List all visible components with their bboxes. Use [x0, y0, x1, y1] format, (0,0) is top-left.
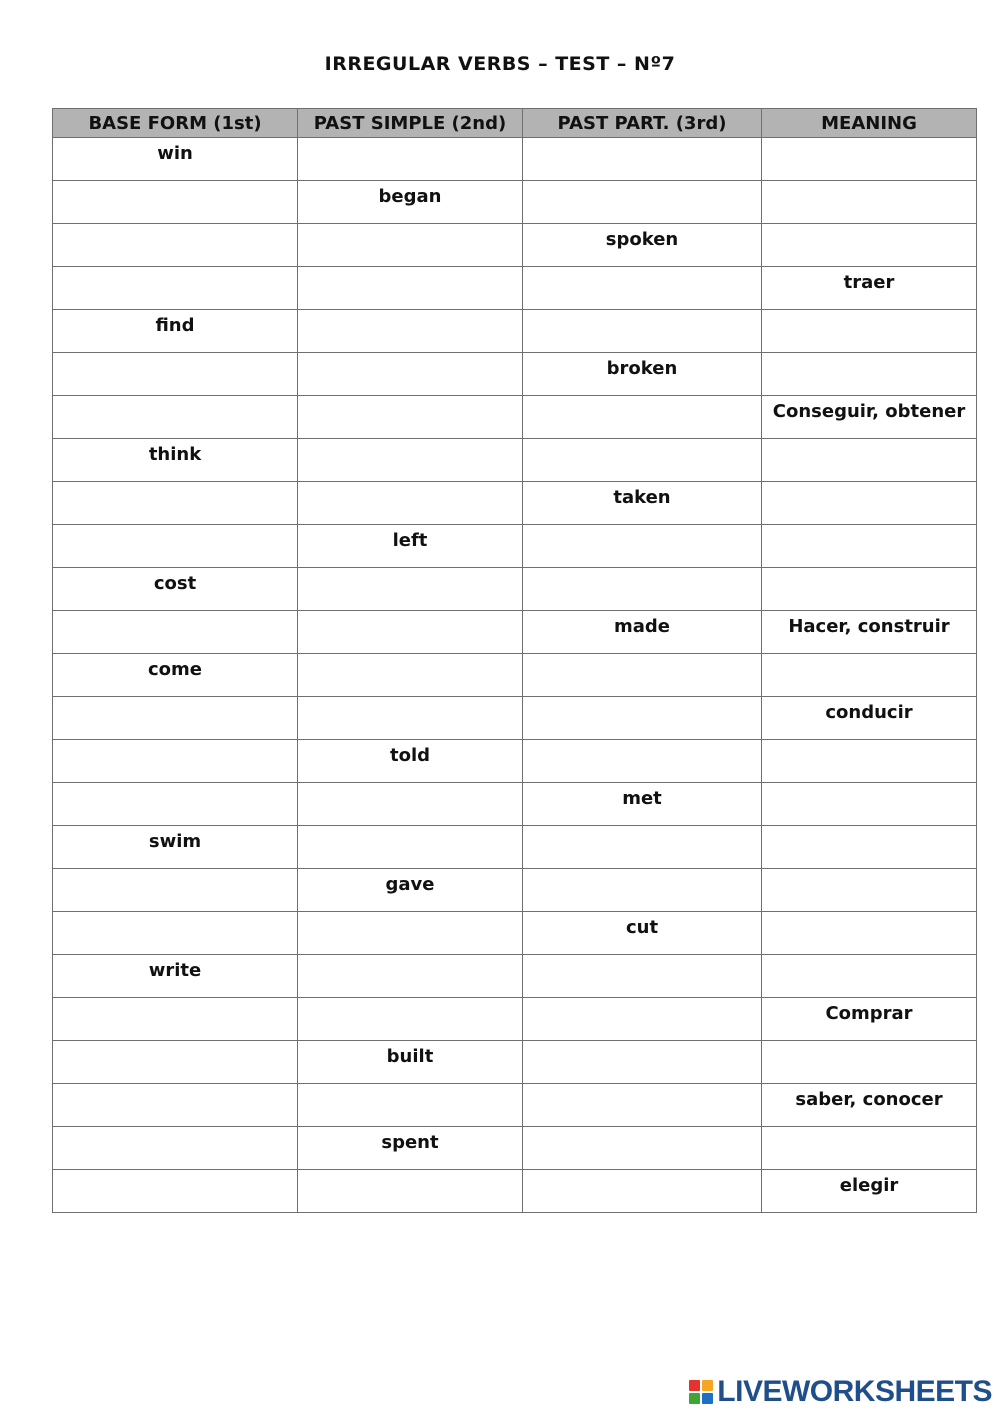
- irregular-verbs-table: [52, 108, 977, 1213]
- cell-meaning-blank[interactable]: [762, 224, 977, 267]
- table-row: [53, 138, 977, 181]
- cell-text: taken: [613, 487, 671, 508]
- cell-text: [762, 783, 976, 788]
- cell-past-participle: [523, 353, 762, 396]
- cell-meaning-blank[interactable]: [762, 138, 977, 181]
- cell-base-form-blank[interactable]: [53, 482, 298, 525]
- cell-text: [298, 224, 522, 229]
- cell-past-simple-blank[interactable]: [298, 353, 523, 396]
- cell-meaning-blank[interactable]: [762, 439, 977, 482]
- cell-text: traer: [843, 272, 895, 293]
- cell-meaning-blank[interactable]: [762, 353, 977, 396]
- cell-past-simple-blank[interactable]: [298, 267, 523, 310]
- table-row: [53, 740, 977, 783]
- cell-text: [762, 1041, 976, 1046]
- cell-text: [298, 998, 522, 1003]
- cell-text: [523, 267, 761, 272]
- table-row: [53, 654, 977, 697]
- cell-text: [298, 267, 522, 272]
- cell-text: [298, 396, 522, 401]
- table-row: [53, 1041, 977, 1084]
- cell-past-simple-blank[interactable]: [298, 482, 523, 525]
- cell-text: [762, 181, 976, 186]
- cell-meaning-blank[interactable]: [762, 482, 977, 525]
- cell-base-form-blank[interactable]: [53, 1170, 298, 1213]
- table-row: [53, 439, 977, 482]
- cell-past-simple-blank[interactable]: [298, 783, 523, 826]
- cell-text: [523, 1084, 761, 1089]
- cell-past-participle-blank[interactable]: [523, 1170, 762, 1213]
- cell-text: [298, 1084, 522, 1089]
- cell-text: [762, 525, 976, 530]
- cell-past-simple: [298, 1127, 523, 1170]
- cell-text: [53, 267, 297, 272]
- cell-past-simple-blank[interactable]: [298, 439, 523, 482]
- cell-text: [523, 955, 761, 960]
- cell-base-form-blank[interactable]: [53, 353, 298, 396]
- cell-base-form-blank[interactable]: [53, 740, 298, 783]
- cell-text: left: [392, 530, 428, 551]
- cell-text: [523, 439, 761, 444]
- cell-meaning-blank[interactable]: [762, 955, 977, 998]
- cell-past-simple-blank[interactable]: [298, 998, 523, 1041]
- cell-text: [762, 310, 976, 315]
- cell-text: [523, 568, 761, 573]
- cell-text: find: [155, 315, 195, 336]
- cell-text: [298, 826, 522, 831]
- cell-meaning: [762, 267, 977, 310]
- cell-text: [762, 869, 976, 874]
- cell-base-form: [53, 138, 298, 181]
- cell-past-simple: [298, 740, 523, 783]
- cell-base-form-blank[interactable]: [53, 181, 298, 224]
- cell-past-participle-blank[interactable]: [523, 869, 762, 912]
- cell-text: [523, 826, 761, 831]
- cell-text: [762, 353, 976, 358]
- cell-text: Comprar: [825, 1003, 913, 1024]
- table-row: [53, 697, 977, 740]
- cell-text: broken: [606, 358, 678, 379]
- cell-text: spent: [381, 1132, 439, 1153]
- cell-past-simple: [298, 1041, 523, 1084]
- table-row: [53, 224, 977, 267]
- cell-base-form-blank[interactable]: [53, 1084, 298, 1127]
- cell-base-form: [53, 439, 298, 482]
- cell-text: [523, 310, 761, 315]
- table-row: [53, 998, 977, 1041]
- cell-text: [523, 396, 761, 401]
- cell-past-participle: [523, 783, 762, 826]
- cell-text: [298, 611, 522, 616]
- cell-past-participle: [523, 611, 762, 654]
- cell-base-form-blank[interactable]: [53, 697, 298, 740]
- cell-past-simple-blank[interactable]: [298, 1170, 523, 1213]
- cell-past-simple: [298, 181, 523, 224]
- cell-text: told: [389, 745, 431, 766]
- cell-text: [53, 869, 297, 874]
- column-header-base-form: BASE FORM (1st): [53, 109, 298, 138]
- cell-text: [762, 224, 976, 229]
- cell-text: [298, 955, 522, 960]
- cell-past-simple-blank[interactable]: [298, 310, 523, 353]
- cell-text: [762, 1127, 976, 1132]
- table-row: [53, 267, 977, 310]
- cell-text: [53, 353, 297, 358]
- cell-text: [762, 740, 976, 745]
- cell-past-participle-blank[interactable]: [523, 396, 762, 439]
- cell-base-form-blank[interactable]: [53, 912, 298, 955]
- cell-text: [523, 181, 761, 186]
- cell-past-simple-blank[interactable]: [298, 224, 523, 267]
- table-row: [53, 1084, 977, 1127]
- cell-past-participle-blank[interactable]: [523, 697, 762, 740]
- cell-text: cost: [153, 573, 197, 594]
- cell-meaning: [762, 1170, 977, 1213]
- cell-base-form: [53, 568, 298, 611]
- cell-text: met: [622, 788, 662, 809]
- cell-text: [298, 138, 522, 143]
- cell-text: write: [148, 960, 202, 981]
- cell-text: [762, 439, 976, 444]
- cell-base-form-blank[interactable]: [53, 783, 298, 826]
- cell-text: [53, 1127, 297, 1132]
- cell-past-participle-blank[interactable]: [523, 955, 762, 998]
- cell-meaning-blank[interactable]: [762, 568, 977, 611]
- cell-base-form-blank[interactable]: [53, 396, 298, 439]
- cell-base-form-blank[interactable]: [53, 267, 298, 310]
- cell-text: [53, 783, 297, 788]
- cell-text: [53, 525, 297, 530]
- cell-text: [762, 138, 976, 143]
- cell-meaning-blank[interactable]: [762, 1127, 977, 1170]
- cell-base-form-blank[interactable]: [53, 1127, 298, 1170]
- cell-text: [523, 1127, 761, 1132]
- cell-base-form-blank[interactable]: [53, 869, 298, 912]
- table-row: [53, 482, 977, 525]
- cell-meaning-blank[interactable]: [762, 1041, 977, 1084]
- table-row: [53, 181, 977, 224]
- cell-text: [298, 353, 522, 358]
- cell-text: [523, 138, 761, 143]
- table-row: [53, 1170, 977, 1213]
- cell-meaning-blank[interactable]: [762, 740, 977, 783]
- column-header-meaning: MEANING: [762, 109, 977, 138]
- table-row: [53, 826, 977, 869]
- cell-meaning-blank[interactable]: [762, 869, 977, 912]
- cell-past-simple-blank[interactable]: [298, 654, 523, 697]
- cell-meaning: [762, 611, 977, 654]
- cell-past-simple-blank[interactable]: [298, 1084, 523, 1127]
- cell-text: [53, 396, 297, 401]
- cell-text: [53, 1170, 297, 1175]
- table-row: [53, 1127, 977, 1170]
- cell-text: [762, 654, 976, 659]
- cell-base-form-blank[interactable]: [53, 224, 298, 267]
- cell-text: [298, 568, 522, 573]
- cell-meaning: [762, 697, 977, 740]
- cell-base-form-blank[interactable]: [53, 611, 298, 654]
- cell-meaning-blank[interactable]: [762, 912, 977, 955]
- table-row: [53, 568, 977, 611]
- cell-text: [53, 697, 297, 702]
- cell-text: swim: [148, 831, 202, 852]
- cell-text: [523, 869, 761, 874]
- cell-meaning: [762, 1084, 977, 1127]
- liveworksheets-logo-icon: [689, 1380, 713, 1404]
- cell-text: come: [148, 659, 202, 680]
- cell-text: [523, 654, 761, 659]
- cell-text: [53, 224, 297, 229]
- cell-text: [53, 1041, 297, 1046]
- logo-text: LIVEWORKSHEETS: [717, 1375, 992, 1408]
- column-header-past-simple: PAST SIMPLE (2nd): [298, 109, 523, 138]
- cell-text: [53, 1084, 297, 1089]
- cell-meaning-blank[interactable]: [762, 783, 977, 826]
- cell-past-participle-blank[interactable]: [523, 439, 762, 482]
- cell-meaning: [762, 998, 977, 1041]
- cell-text: [523, 525, 761, 530]
- cell-text: [53, 912, 297, 917]
- table-row: [53, 783, 977, 826]
- cell-base-form: [53, 955, 298, 998]
- cell-text: [298, 783, 522, 788]
- cell-past-participle-blank[interactable]: [523, 1084, 762, 1127]
- table-body: [53, 138, 977, 1213]
- cell-base-form-blank[interactable]: [53, 998, 298, 1041]
- cell-past-participle-blank[interactable]: [523, 181, 762, 224]
- cell-past-simple-blank[interactable]: [298, 138, 523, 181]
- cell-text: [53, 482, 297, 487]
- cell-text: [298, 310, 522, 315]
- cell-text: [523, 998, 761, 1003]
- cell-text: [762, 568, 976, 573]
- cell-text: [523, 1170, 761, 1175]
- cell-past-participle-blank[interactable]: [523, 654, 762, 697]
- table-row: [53, 353, 977, 396]
- cell-past-participle-blank[interactable]: [523, 740, 762, 783]
- cell-text: [762, 482, 976, 487]
- cell-text: conducir: [825, 702, 913, 723]
- cell-past-participle-blank[interactable]: [523, 1041, 762, 1084]
- cell-text: [53, 611, 297, 616]
- cell-text: began: [378, 186, 442, 207]
- cell-past-simple-blank[interactable]: [298, 912, 523, 955]
- cell-text: [298, 1170, 522, 1175]
- cell-meaning-blank[interactable]: [762, 310, 977, 353]
- cell-meaning-blank[interactable]: [762, 826, 977, 869]
- cell-text: [523, 697, 761, 702]
- table-row: [53, 310, 977, 353]
- cell-text: Hacer, construir: [788, 616, 950, 637]
- cell-past-simple-blank[interactable]: [298, 826, 523, 869]
- cell-text: [298, 697, 522, 702]
- cell-past-participle-blank[interactable]: [523, 267, 762, 310]
- cell-past-participle-blank[interactable]: [523, 310, 762, 353]
- cell-base-form-blank[interactable]: [53, 1041, 298, 1084]
- cell-text: [298, 439, 522, 444]
- cell-text: made: [614, 616, 670, 637]
- cell-past-participle-blank[interactable]: [523, 525, 762, 568]
- cell-base-form-blank[interactable]: [53, 525, 298, 568]
- cell-past-simple-blank[interactable]: [298, 955, 523, 998]
- cell-base-form: [53, 826, 298, 869]
- cell-past-simple: [298, 525, 523, 568]
- cell-past-simple-blank[interactable]: [298, 396, 523, 439]
- cell-text: [53, 181, 297, 186]
- table-header-row: [53, 109, 977, 138]
- cell-past-participle-blank[interactable]: [523, 826, 762, 869]
- cell-text: [53, 740, 297, 745]
- cell-past-simple: [298, 869, 523, 912]
- cell-past-participle: [523, 482, 762, 525]
- liveworksheets-logo: [689, 1376, 992, 1408]
- cell-base-form: [53, 654, 298, 697]
- cell-past-participle-blank[interactable]: [523, 1127, 762, 1170]
- cell-meaning: [762, 396, 977, 439]
- cell-text: cut: [625, 917, 659, 938]
- table-row: [53, 869, 977, 912]
- worksheet-title: IRREGULAR VERBS – TEST – Nº7: [324, 53, 676, 75]
- cell-text: [523, 1041, 761, 1046]
- cell-text: elegir: [839, 1175, 899, 1196]
- cell-text: [762, 826, 976, 831]
- cell-text: [53, 998, 297, 1003]
- cell-past-simple-blank[interactable]: [298, 611, 523, 654]
- cell-meaning-blank[interactable]: [762, 525, 977, 568]
- cell-past-simple-blank[interactable]: [298, 697, 523, 740]
- cell-text: [298, 912, 522, 917]
- cell-text: gave: [385, 874, 435, 895]
- cell-text: [298, 482, 522, 487]
- cell-text: [762, 955, 976, 960]
- cell-text: [762, 912, 976, 917]
- cell-text: think: [148, 444, 202, 465]
- cell-past-simple-blank[interactable]: [298, 568, 523, 611]
- cell-past-participle: [523, 912, 762, 955]
- table-row: [53, 396, 977, 439]
- cell-base-form: [53, 310, 298, 353]
- cell-past-participle-blank[interactable]: [523, 998, 762, 1041]
- cell-past-participle-blank[interactable]: [523, 138, 762, 181]
- column-header-past-participle: PAST PART. (3rd): [523, 109, 762, 138]
- cell-text: [523, 740, 761, 745]
- table-row: [53, 912, 977, 955]
- cell-meaning-blank[interactable]: [762, 181, 977, 224]
- cell-text: saber, conocer: [795, 1089, 943, 1110]
- cell-text: spoken: [605, 229, 679, 250]
- cell-text: win: [157, 143, 193, 164]
- table-row: [53, 955, 977, 998]
- cell-past-participle-blank[interactable]: [523, 568, 762, 611]
- cell-past-participle: [523, 224, 762, 267]
- table-row: [53, 611, 977, 654]
- cell-meaning-blank[interactable]: [762, 654, 977, 697]
- cell-text: [298, 654, 522, 659]
- cell-text: Conseguir, obtener: [772, 401, 966, 422]
- cell-text: built: [386, 1046, 434, 1067]
- table-row: [53, 525, 977, 568]
